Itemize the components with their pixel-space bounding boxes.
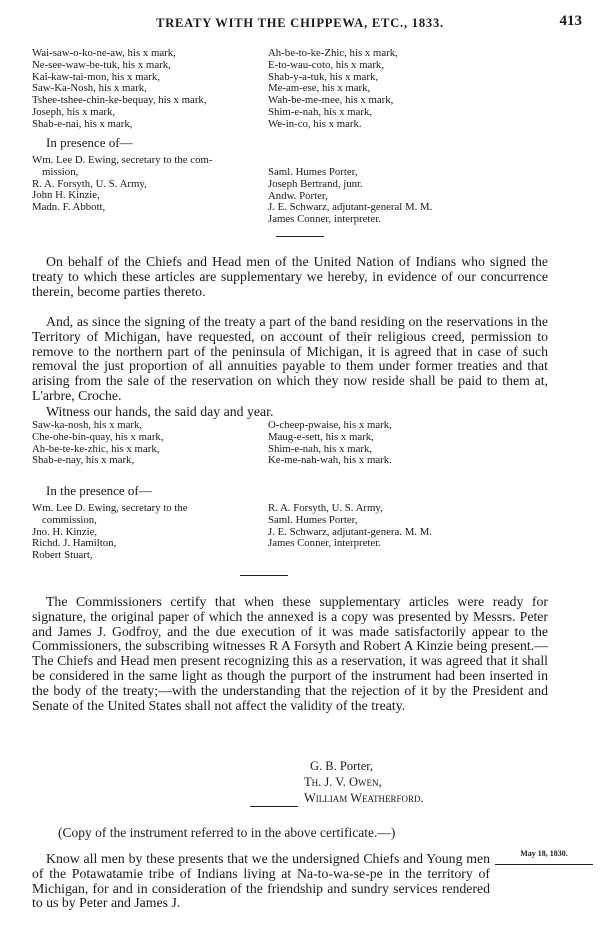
signer-line: Ke-me-nah-wah, his x mark.: [268, 454, 392, 467]
signer-line: Shab-y-a-tuk, his x mark,: [268, 70, 379, 83]
witness-line: Richd. J. Hamilton,: [32, 537, 117, 550]
witness-statement: Witness our hands, the said day and year.: [46, 404, 274, 419]
signer-line: Wah-be-me-mee, his x mark,: [268, 94, 394, 107]
removal-paragraph: And, as since the signing of the treaty a part of the band residing on the reservations in the Territory of Michigan, have requested, on account of their religious creed, permission to remove to the northern part of the peninsula of Michigan, it is agreed that in case of such removal the just proportion of all annuities payable to them under former treaties and that arising from the sale of the reservation on which they now reside shall be paid to them at, L'arbre, Croche.: [32, 314, 548, 403]
witness-line: J. E. Schwarz, adjutant-general M. M.: [268, 201, 433, 214]
margin-date-note: May 18, 1830.: [520, 849, 568, 858]
witness-line: Saml. Humes Porter,: [268, 513, 358, 526]
signer-line: E-to-wau-coto, his x mark,: [268, 58, 385, 71]
signer-line: Joseph, his x mark,: [32, 105, 116, 118]
witness-line: Madn. F. Abbott,: [32, 201, 106, 214]
witness-line: John H. Kinzie,: [32, 189, 100, 202]
section-divider: [240, 575, 288, 576]
witness-line: James Conner, interpreter.: [268, 213, 381, 226]
signer-line: Shab-e-nay, his x mark,: [32, 454, 135, 467]
running-title: TREATY WITH THE CHIPPEWA, ETC., 1833.: [156, 16, 444, 30]
signer-line: Shab-e-nai, his x mark,: [32, 117, 133, 130]
witness-line: Joseph Bertrand, junr.: [268, 177, 363, 190]
page-header: [0, 13, 600, 36]
witnesses-top-right: [268, 167, 588, 226]
signer-line: Ah-be-to-ke-Zhic, his x mark,: [268, 47, 398, 59]
signers-top-right: [268, 48, 588, 131]
signer-line: Shim-e-nah, his x mark,: [268, 442, 373, 455]
signer-line: Ah-be-te-ke-zhic, his x mark,: [32, 442, 160, 455]
commissioners-paragraph: The Commissioners certify that when these supplementary articles were ready for signature, the original paper of which the annexed is a copy was presented by Messrs. Peter and James J. Godfroy, and the due execution of it was made satisfactorily appear to the Commissioners, the subscribing witnesses R A Forsyth and Robert A Kinzie being present.—The Chiefs and Head men present recognizing this as a reservation, it was agreed that it shall be considered in the same light as though the purport of the instrument had been inserted in the body of the treaty;—with the understanding that the rejection of it by the President and Senate of the United States shall not affect the validity of the treaty.: [32, 594, 548, 713]
witnesses-mid-block: [32, 503, 588, 565]
signers-top-block: [32, 48, 588, 132]
signers-mid-left: [32, 420, 268, 467]
signer-line: O-cheep-pwaise, his x mark,: [268, 419, 392, 431]
witness-line: Jno. H. Kinzie,: [32, 525, 98, 538]
page-number: 413: [559, 13, 582, 29]
know-all-men-paragraph: Know all men by these presents that we the undersigned Chiefs and Young men of the Potawatamie tribe of Indians living at Na-to-wa-se-pe in the territory of Michigan, for and in consideration of the friendship and sundry services rendered to us by Peter and James J.: [32, 851, 490, 911]
behalf-paragraph: On behalf of the Chiefs and Head men of the United Nation of Indians who signed the treaty to which these articles are supplementary we hereby, in evidence of our concurrence therein, become parties thereto.: [32, 254, 548, 299]
presence-heading: In presence of—: [46, 135, 133, 150]
witnesses-mid-left: [32, 503, 268, 562]
signer-line: Saw-ka-nosh, his x mark,: [32, 419, 143, 431]
witness-line: Robert Stuart,: [32, 549, 93, 562]
witness-line: James Conner, interpreter.: [268, 537, 381, 550]
witness-line: R. A. Forsyth, U. S. Army,: [32, 177, 147, 190]
signer-line: Wai-saw-o-ko-ne-aw, his x mark,: [32, 47, 176, 59]
witness-line: Saml. Humes Porter,: [268, 166, 358, 178]
signer-line: Shim-e-nah, his x mark,: [268, 105, 373, 118]
witness-line: Wm. Lee D. Ewing, secretary to the com-: [32, 154, 213, 166]
signer-line: Saw-Ka-Nosh, his x mark,: [32, 82, 147, 95]
signer-line: Me-am-ese, his x mark,: [268, 82, 371, 95]
witness-line: J. E. Schwarz, adjutant-genera. M. M.: [268, 525, 433, 538]
signers-top-left: [32, 48, 268, 131]
signature-porter: G. B. Porter,: [310, 759, 374, 773]
witness-line: commission,: [42, 513, 97, 526]
witnesses-top-left: [32, 155, 268, 214]
signer-line: Che-ohe-bin-quay, his x mark,: [32, 430, 164, 443]
section-divider: [250, 806, 298, 807]
signer-line: Ne-see-waw-be-tuk, his x mark,: [32, 58, 171, 71]
presence-heading: In the presence of—: [46, 483, 152, 498]
witnesses-top-block: [32, 154, 588, 226]
margin-rule: [495, 864, 593, 865]
witness-line: Andw. Porter,: [268, 189, 328, 202]
signature-owen: Th. J. V. Owen,: [304, 775, 382, 789]
witness-line: Wm. Lee D. Ewing, secretary to the: [32, 502, 188, 514]
witnesses-mid-right: [268, 503, 588, 550]
copy-note: (Copy of the instrument referred to in the above certificate.—): [58, 825, 396, 840]
signer-line: Kai-kaw-tai-mon, his x mark,: [32, 70, 161, 83]
witness-line: mission,: [42, 165, 79, 178]
signature-weatherford: William Weatherford.: [304, 791, 424, 805]
signers-mid-block: [32, 420, 588, 470]
section-divider: [276, 236, 324, 237]
signers-mid-right: [268, 420, 588, 467]
signer-line: Tshee-tshee-chin-ke-bequay, his x mark,: [32, 94, 207, 107]
signer-line: Maug-e-sett, his x mark,: [268, 430, 374, 443]
signer-line: We-in-co, his x mark.: [268, 117, 362, 130]
witness-line: R. A. Forsyth, U. S. Army,: [268, 502, 383, 514]
